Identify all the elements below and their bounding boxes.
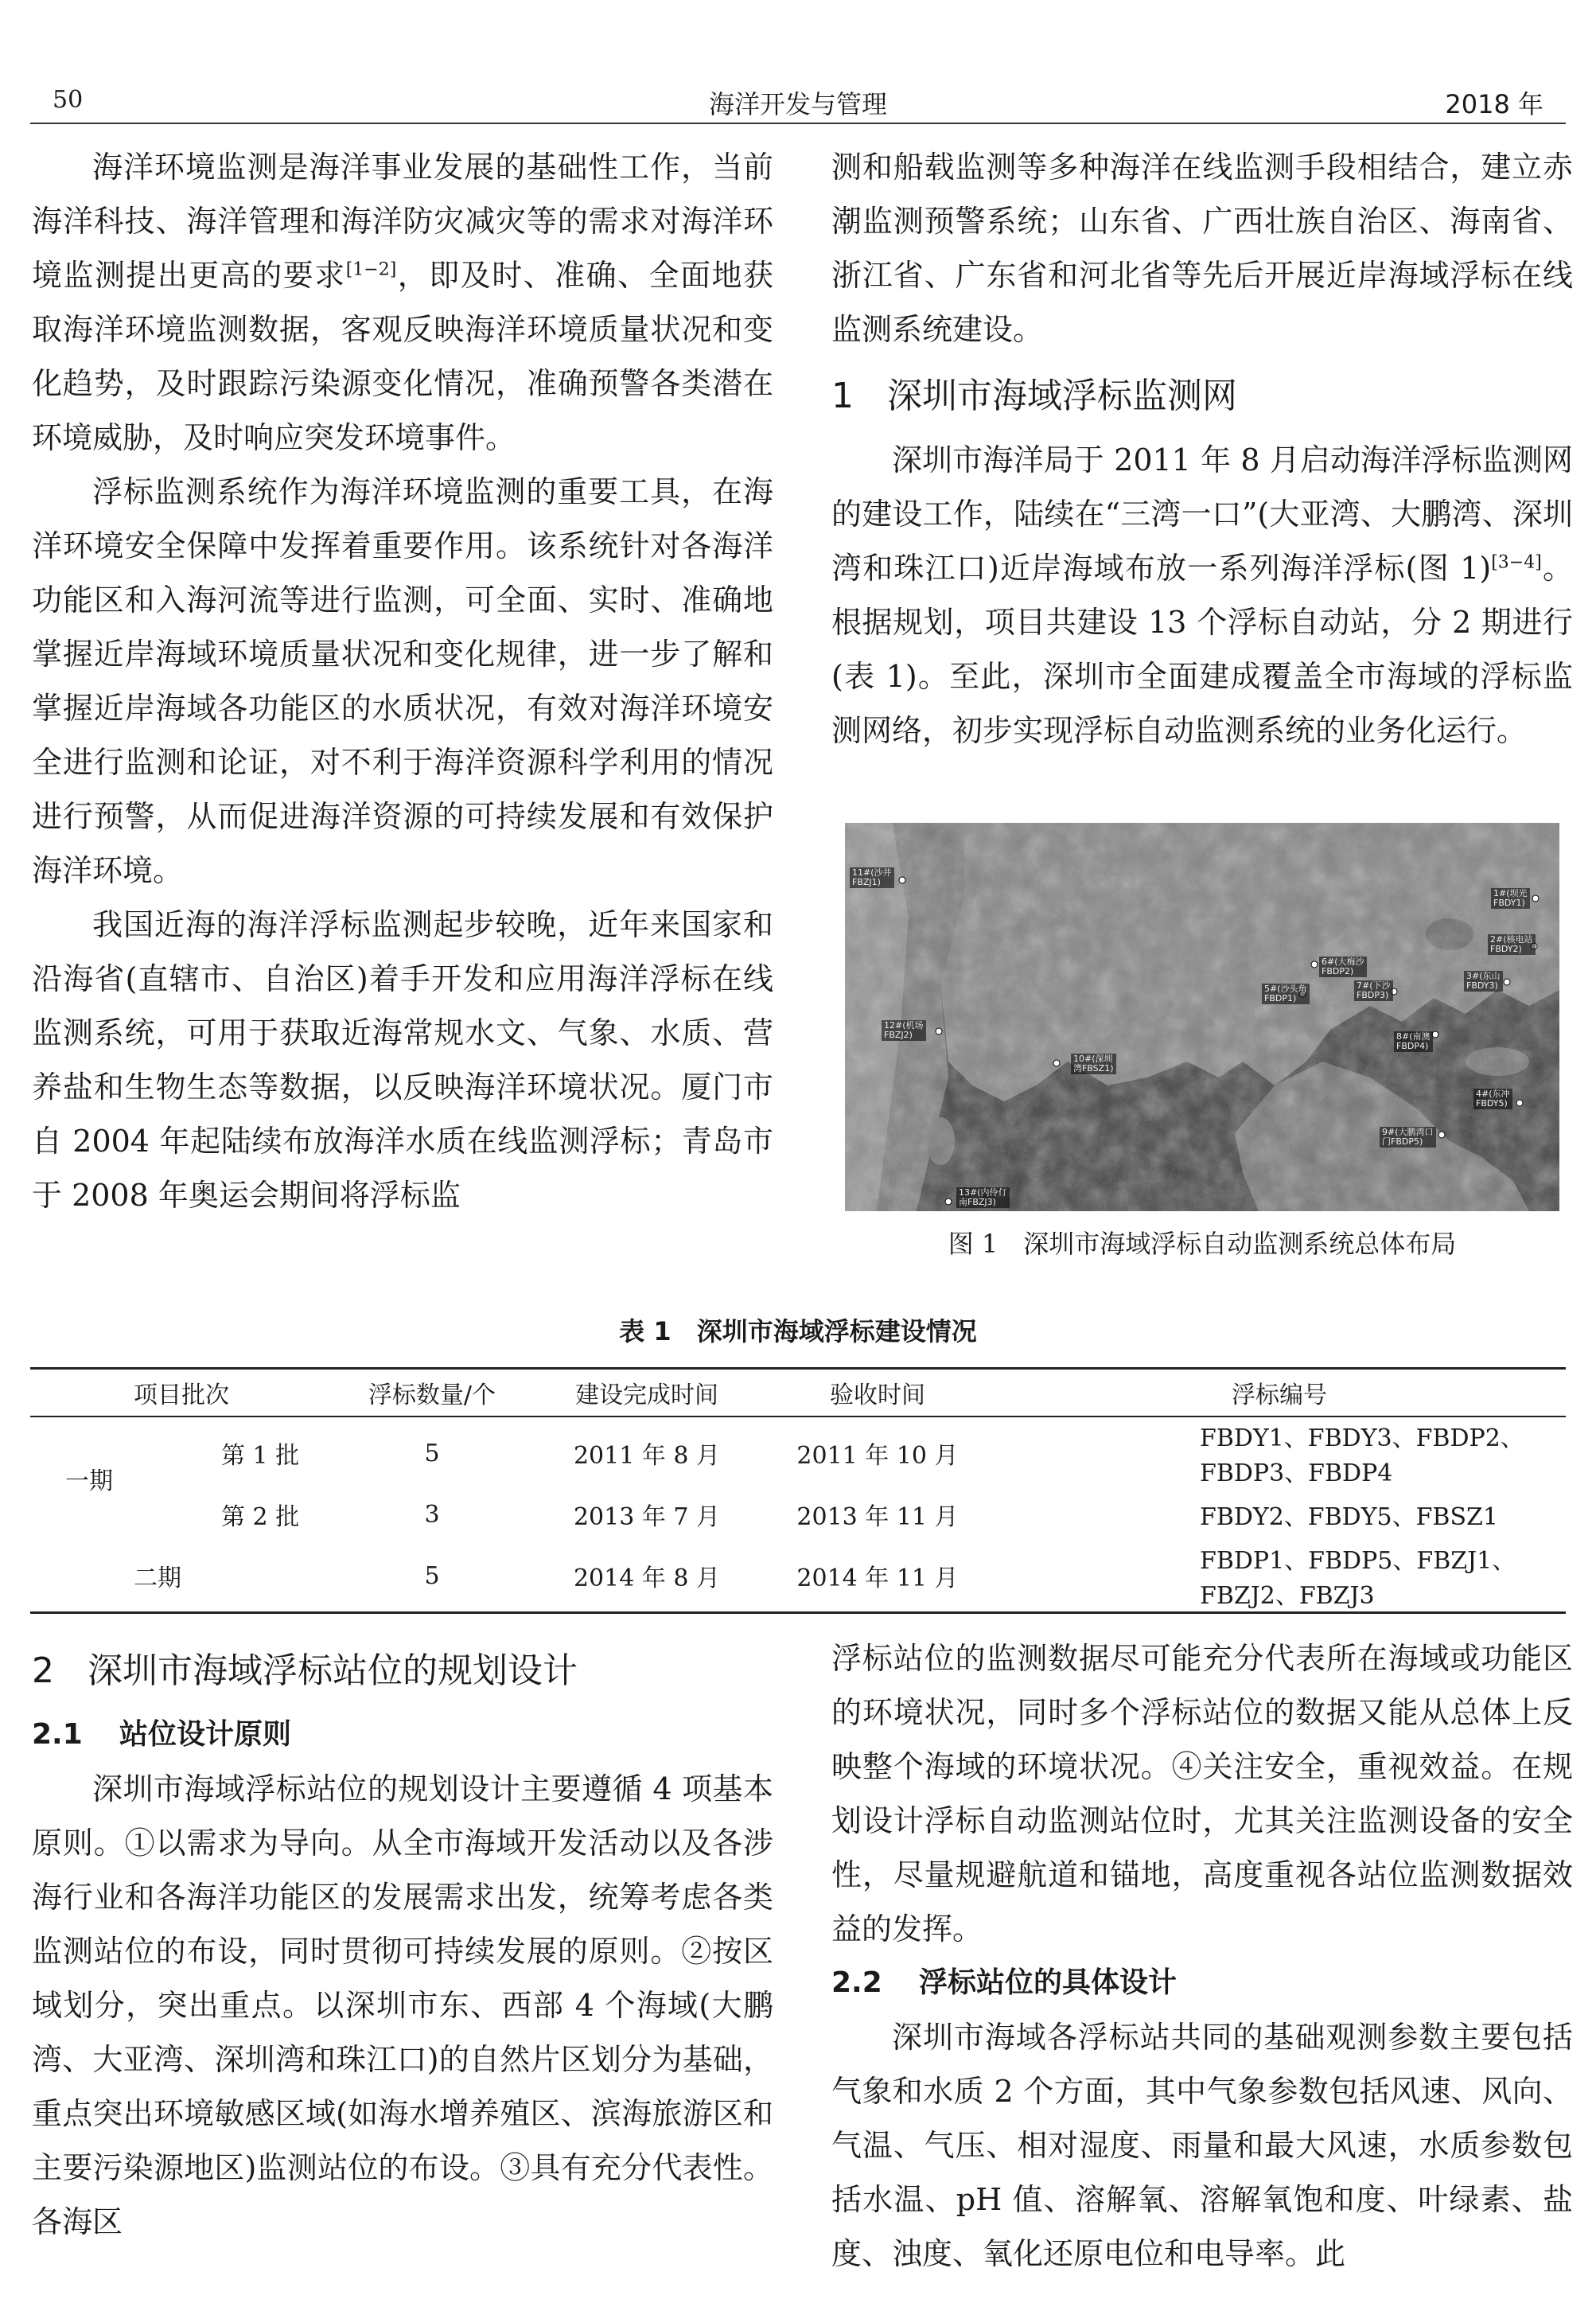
codes-cell: FBDY1、FBDY3、FBDP2、FBDP3、FBDP4	[1200, 1424, 1524, 1487]
table-row	[30, 1489, 1566, 1540]
built-cell: 2014 年 8 月	[531, 1540, 762, 1613]
buoy-label-2: 2#(核电站 FBDY2)	[1488, 934, 1536, 955]
built-cell: 2011 年 8 月	[573, 1442, 721, 1470]
buoy-label-11: 11#(沙井 FBZJ1)	[850, 867, 894, 888]
col-header-codes: 浮标编号	[993, 1369, 1566, 1417]
subsection-2-1-title: 站位设计原则	[119, 1718, 292, 1751]
subsection-2-2-title: 浮标站位的具体设计	[919, 1966, 1178, 1999]
subsection-2-1-number: 2.1	[32, 1718, 83, 1751]
journal-title: 海洋开发与管理	[708, 89, 887, 119]
left-column-bottom	[32, 1631, 773, 2249]
accepted-cell: 2014 年 11 月	[762, 1540, 993, 1613]
figure-1-satellite-map	[845, 823, 1559, 1211]
accepted-cell: 2013 年 11 月	[796, 1503, 959, 1531]
intro-p1-text: 海洋环境监测是海洋事业发展的基础性工作，当前海洋科技、海洋管理和海洋防灾减灾等的需求对海洋环境监测提出更高的要求	[32, 150, 773, 293]
header-rule	[30, 123, 1566, 124]
buoy-label-8: 8#(南澳 FBDP4)	[1394, 1031, 1433, 1052]
page-header	[0, 0, 1596, 127]
buoy-label-9: 9#(大鹏湾口 门FBDP5)	[1380, 1127, 1436, 1148]
section-1-heading	[831, 364, 1573, 428]
figure-1-caption: 图 1 深圳市海域浮标自动监测系统总体布局	[948, 1229, 1457, 1259]
publication-year: 2018 年	[1445, 89, 1543, 119]
left-column-top	[32, 140, 773, 1222]
section-1-title: 深圳市海域浮标监测网	[887, 376, 1237, 416]
subsection-2-1-paragraph: 深圳市海域浮标站位的规划设计主要遵循 4 项基本原则。①以需求为导向。从全市海域开发活动以及各涉海行业和各海洋功能区的发展需求出发，统筹考虑各类监测站位的布设，同时贯彻可持续发展的原则。②按区域划分，突出重点。以深圳市东、西部 4 个海域(大鹏湾、大亚湾、深圳湾和珠江口)的自然片区划分为基础，重点突出环境敏感区域(如海水增养殖区、滨海旅游区和主要污染源地区)监测站位的布设。③具有充分代表性。各海区	[32, 1771, 773, 2239]
table-row	[30, 1540, 1566, 1613]
intro-paragraph-1	[32, 140, 773, 465]
built-cell: 2013 年 7 月	[573, 1503, 721, 1531]
buoy-label-10: 10#(深圳 湾FBSZ1)	[1071, 1054, 1116, 1074]
subsection-2-1-heading	[32, 1708, 773, 1762]
intro-paragraph-3-continued: 测和船载监测等多种海洋在线监测手段相结合，建立赤潮监测预警系统；山东省、广西壮族自治区、海南省、浙江省、广东省和河北省等先后开展近岸海域浮标在线监测系统建设。	[831, 150, 1573, 347]
buoy-label-4: 4#(东冲 FBDY5)	[1473, 1089, 1512, 1109]
batch-cell: 第 2 批	[221, 1503, 300, 1531]
section-2-number: 2	[32, 1650, 54, 1691]
col-header-built: 建设完成时间	[531, 1369, 762, 1417]
col-header-count: 浮标数量/个	[333, 1369, 531, 1417]
buoy-label-13: 13#(内伶仃 南FBZJ3)	[956, 1187, 1010, 1208]
page-number: 50	[53, 86, 84, 114]
section-2-title: 深圳市海域浮标站位的规划设计	[88, 1650, 578, 1691]
section-2-heading	[32, 1639, 773, 1703]
section-1-number: 1	[831, 376, 854, 416]
citation-3-4: [3−4]	[1491, 552, 1542, 573]
intro-paragraph-3: 我国近海的海洋浮标监测起步较晚，近年来国家和沿海省(直辖市、自治区)着手开发和应用海洋浮标在线监测系统，可用于获取近海常规水文、气象、水质、营养盐和生物生态等数据，以反映海洋环境状况。厦门市自 2004 年起陆续布放海洋水质在线监测浮标；青岛市于 2008 年奥运会期间将浮标监	[32, 907, 773, 1213]
section-1-p1-rest: 。根据规划，项目共建设 13 个浮标自动站，分 2 期进行(表 1)。至此，深圳市全面建成覆盖全市海域的浮标监测网络，初步实现浮标自动监测系统的业务化运行。	[831, 551, 1573, 748]
intro-p1-rest: ，即及时、准确、全面地获取海洋环境监测数据，客观反映海洋环境质量状况和变化趋势，及时跟踪污染源变化情况，准确预警各类潜在环境威胁，及时响应突发环境事件。	[32, 258, 773, 455]
buoy-label-1: 1#(坝光 FBDY1)	[1491, 888, 1530, 909]
intro-paragraph-2: 浮标监测系统作为海洋环境监测的重要工具，在海洋环境安全保障中发挥着重要作用。该系统针对各海洋功能区和入海河流等进行监测，可全面、实时、准确地掌握近岸海域环境质量状况和变化规律，进一步了解和掌握近岸海域各功能区的水质状况，有效对海洋环境安全进行监测和论证，对不利于海洋资源科学利用的情况进行预警，从而促进海洋资源的可持续发展和有效保护海洋环境。	[32, 474, 773, 888]
count-cell: 3	[424, 1500, 440, 1529]
table-row	[30, 1416, 1566, 1489]
section-1-paragraph	[831, 433, 1573, 758]
right-column-bottom	[831, 1631, 1573, 2281]
right-column-top	[831, 140, 1573, 758]
accepted-cell: 2011 年 10 月	[796, 1442, 959, 1470]
table-header-row	[30, 1369, 1566, 1417]
subsection-2-2-number: 2.2	[831, 1966, 882, 1999]
codes-cell: FBDY2、FBDY5、FBSZ1	[1200, 1503, 1498, 1531]
table-1-title: 表 1 深圳市海域浮标建设情况	[619, 1316, 977, 1346]
phase-1-label: 一期	[65, 1467, 113, 1495]
col-header-accepted: 验收时间	[762, 1369, 993, 1417]
buoy-label-12: 12#(机场 FBZJ2)	[882, 1020, 926, 1041]
batch-cell: 第 1 批	[221, 1442, 300, 1470]
buoy-label-3: 3#(东山 FBDY3)	[1464, 971, 1503, 992]
codes-cell: FBDP1、FBDP5、FBZJ1、FBZJ2、FBZJ3	[993, 1540, 1566, 1613]
buoy-label-6: 6#(大梅沙 FBDP2)	[1319, 957, 1367, 977]
citation-1-2: [1−2]	[345, 259, 397, 280]
count-cell: 5	[333, 1540, 531, 1613]
col-header-batch: 项目批次	[30, 1369, 333, 1417]
batch-cell: 二期	[30, 1540, 333, 1613]
subsection-2-2-heading	[831, 1956, 1573, 2010]
subsection-2-2-paragraph: 深圳市海域各浮标站共同的基础观测参数主要包括气象和水质 2 个方面，其中气象参数包括风速、风向、气温、气压、相对湿度、雨量和最大风速，水质参数包括水温、pH 值、溶解氧、溶解氧饱和度、叶绿素、盐度、浊度、氧化还原电位和电导率。此	[831, 2020, 1573, 2271]
buoy-label-7: 7#(下沙 FBDP3)	[1354, 980, 1393, 1001]
count-cell: 5	[424, 1439, 440, 1467]
subsection-2-1-paragraph-continued: 浮标站位的监测数据尽可能充分代表所在海域或功能区的环境状况，同时多个浮标站位的数据又能从总体上反映整个海域的环境状况。④关注安全，重视效益。在规划设计浮标自动监测站位时，尤其关注监测设备的安全性，尽量规避航道和锚地，高度重视各站位监测数据效益的发挥。	[831, 1641, 1573, 1946]
table-1	[30, 1367, 1566, 1614]
buoy-label-5: 5#(沙头角 FBDP1)	[1262, 984, 1310, 1004]
section-1-p1-text: 深圳市海洋局于 2011 年 8 月启动海洋浮标监测网的建设工作，陆续在“三湾一口”(大亚湾、大鹏湾、深圳湾和珠江口)近岸海域布放一系列海洋浮标(图 1)	[831, 442, 1573, 586]
